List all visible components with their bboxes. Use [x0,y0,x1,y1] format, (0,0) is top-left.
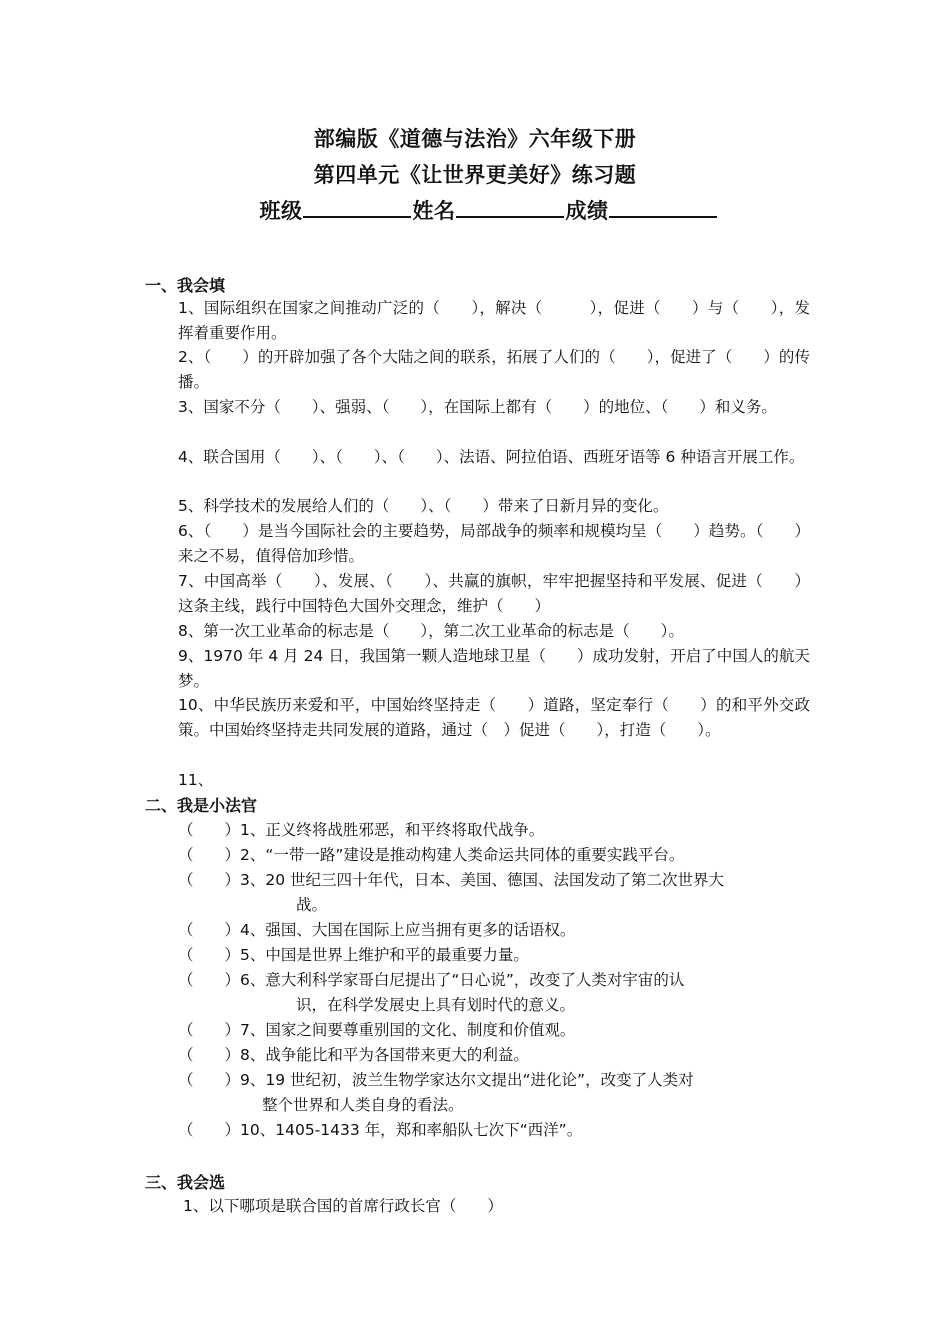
score-label: 成绩 [565,199,609,223]
name-label: 姓名 [412,199,456,223]
fill-question-5: 5、科学技术的发展给人们的（ ）、（ ）带来了日新月异的变化。 [178,497,669,515]
answer-paren[interactable]: （ ） [178,871,241,889]
judge-item-4: （ ）4、强国、大国在国际上应当拥有更多的话语权。 [178,918,810,943]
judge-item-1: （ ）1、正义终将战胜邪恶，和平终将取代战争。 [178,818,810,843]
judge-item-6: （ ）6、意大利科学家哥白尼提出了“日心说”，改变了人类对宇宙的认 识，在科学发展史上具有划时代的意义。 [178,968,810,1017]
judge-item-3: （ ）3、20 世纪三四十年代，日本、美国、德国、法国发动了第二次世界大 战。 [178,868,810,917]
answer-paren[interactable]: （ ） [178,1021,241,1039]
fill-question-1: 1、国际组织在国家之间推动广泛的（ ），解决（ ），促进（ ）与（ ），发挥着重要作用。 [178,299,810,342]
fill-question-10: 10、中华民族历来爱和平，中国始终坚持走（ ）道路，坚定奉行（ ）的和平外交政策。中国始终坚持走共同发展的道路，通过（ ）促进（ ），打造（ ）。 [178,696,810,739]
judge-item-2: （ ）2、“一带一路”建设是推动构建人类命运共同体的重要实践平台。 [178,843,810,868]
judge-item-8: （ ）8、战争能比和平为各国带来更大的利益。 [178,1043,810,1068]
answer-paren[interactable]: （ ） [178,1071,241,1089]
fill-question-3: 3、国家不分（ ）、强弱、（ ），在国际上都有（ ）的地位、（ ）和义务。 [178,398,777,416]
judge-item-10: （ ）10、1405-1433 年，郑和率船队七次下“西洋”。 [178,1118,810,1143]
answer-paren[interactable]: （ ） [178,1121,241,1139]
judge-item-7: （ ）7、国家之间要尊重别国的文化、制度和价值观。 [178,1018,810,1043]
fill-question-7: 7、中国高举（ ）、发展、（ ）、共赢的旗帜，牢牢把握坚持和平发展、促进（ ）这条主线，践行中国特色大国外交理念，维护（ ） [178,572,810,615]
name-blank[interactable] [456,196,564,218]
answer-paren[interactable]: （ ） [178,846,241,864]
answer-paren[interactable]: （ ） [178,971,241,989]
score-blank[interactable] [609,196,717,218]
section-2-heading: 二、我是小法官 [145,796,258,815]
section-3-heading: 三、我会选 [145,1173,226,1192]
title-line-1: 部编版《道德与法治》六年级下册 [313,127,637,151]
answer-paren[interactable]: （ ） [178,821,241,839]
answer-paren[interactable]: （ ） [178,921,241,939]
judge-item-9: （ ）9、19 世纪初，波兰生物学家达尔文提出“进化论”，改变了人类对 整个世界和人类自身的看法。 [178,1068,810,1117]
answer-paren[interactable]: （ ） [178,1046,241,1064]
fill-question-11: 11、 [178,771,214,789]
class-blank[interactable] [303,196,411,218]
section-1-heading: 一、我会填 [145,276,226,295]
student-info-line [14,195,950,225]
fill-question-9: 9、1970 年 4 月 24 日，我国第一颗人造地球卫星（ ）成功发射，开启了中国人的航天梦。 [178,647,810,690]
judge-item-5: （ ）5、中国是世界上维护和平的最重要力量。 [178,943,810,968]
answer-paren[interactable]: （ ） [178,946,241,964]
title-line-2: 第四单元《让世界更美好》练习题 [313,163,637,187]
class-label: 班级 [259,199,303,223]
fill-question-4: 4、联合国用（ ）、（ ）、（ ）、法语、阿拉伯语、西班牙语等 6 种语言开展工作。 [178,448,805,466]
fill-question-6: 6、（ ）是当今国际社会的主要趋势，局部战争的频率和规模均呈（ ）趋势。（ ）来之不易，值得倍加珍惜。 [178,522,810,565]
fill-question-8: 8、第一次工业革命的标志是（ ），第二次工业革命的标志是（ ）。 [178,622,684,640]
fill-question-2: 2、（ ）的开辟加强了各个大陆之间的联系，拓展了人们的（ ），促进了（ ）的传播。 [178,348,810,391]
choice-question-1: 1、以下哪项是联合国的首席行政长官（ ） [183,1197,503,1215]
